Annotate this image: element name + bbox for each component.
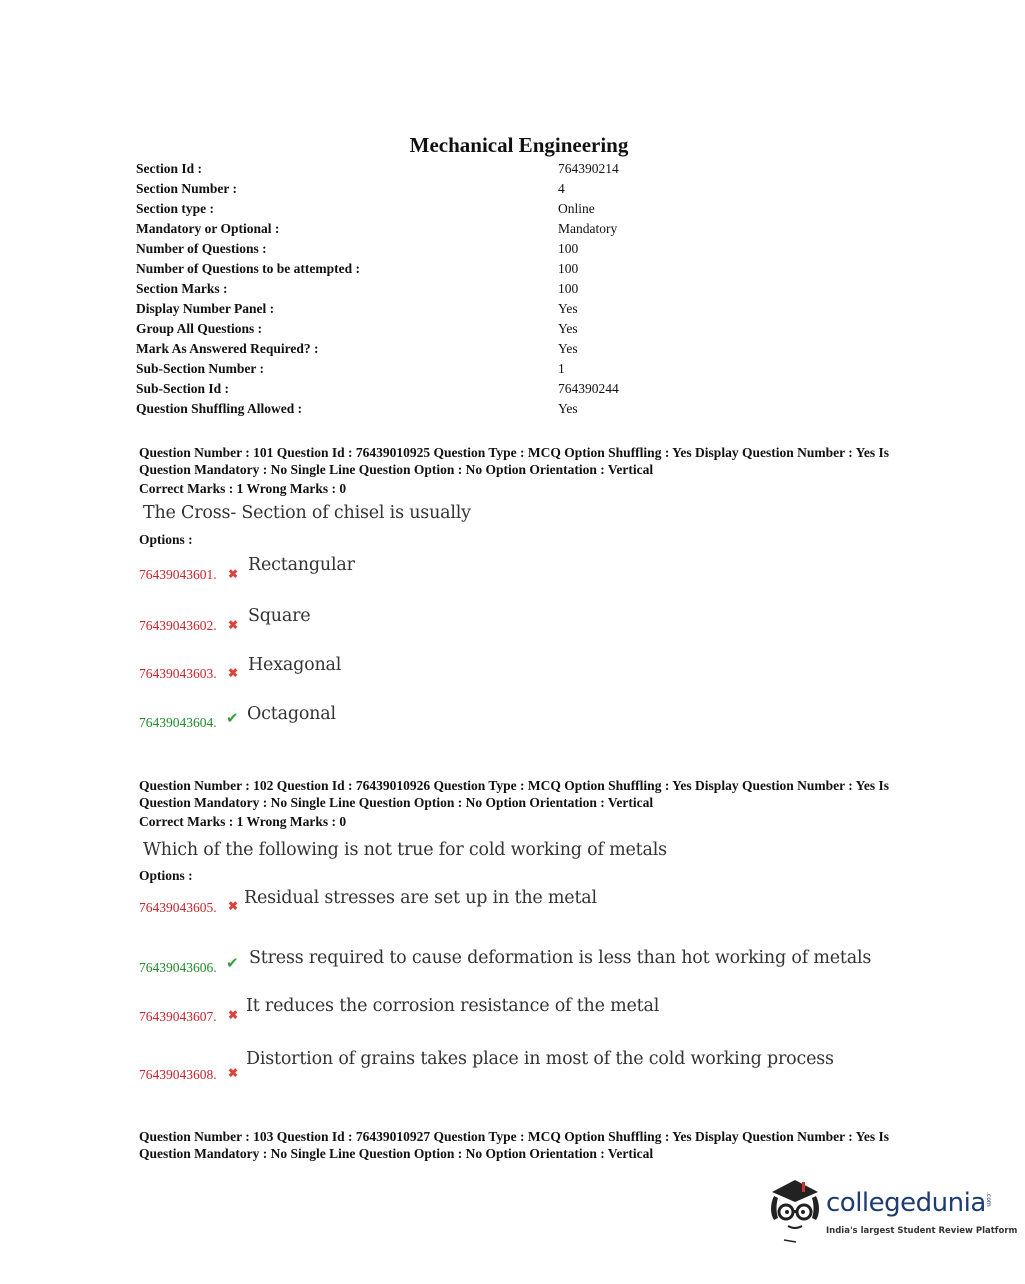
question-103-header: Question Number : 103 Question Id : 76439010927 Question Type : MCQ Option Shuffling : Yes Display Question Number : Yes Is Question Mandatory : No Single Line Question Option : No Option Orientation : Vertical	[139, 1129, 889, 1161]
option-text: Hexagonal	[248, 655, 342, 675]
option-id: 76439043607.	[139, 1009, 217, 1024]
page-title: Mechanical Engineering	[409, 133, 629, 157]
check-mark-icon: ✔	[226, 711, 239, 727]
option-id: 76439043608.	[139, 1067, 217, 1082]
info-label: Group All Questions :	[136, 321, 263, 336]
info-value: Mandatory	[558, 221, 618, 236]
option-id: 76439043606.	[139, 960, 217, 975]
info-value: 764390244	[558, 381, 619, 396]
info-value: Yes	[558, 401, 578, 416]
info-label: Number of Questions to be attempted :	[136, 261, 360, 276]
option-text: Rectangular	[248, 555, 355, 575]
option-id: 76439043604.	[139, 715, 217, 730]
info-label: Section Marks :	[136, 281, 228, 296]
option-id: 76439043601.	[139, 567, 217, 582]
info-label: Number of Questions :	[136, 241, 267, 256]
option-text: Distortion of grains takes place in most of the cold working process	[246, 1049, 834, 1069]
info-value: Yes	[558, 321, 578, 336]
option-text: Octagonal	[247, 704, 336, 724]
info-value: 4	[558, 181, 565, 196]
logo-suffix: .com	[985, 1192, 992, 1207]
info-label: Section Number :	[136, 181, 237, 196]
info-label: Sub-Section Number :	[136, 361, 265, 376]
cross-mark-icon: ✖	[228, 899, 239, 913]
option-id: 76439043603.	[139, 666, 217, 681]
info-label: Section Id :	[136, 161, 203, 176]
question-101-text: The Cross- Section of chisel is usually	[143, 503, 471, 523]
cross-mark-icon: ✖	[228, 666, 239, 680]
cross-mark-icon: ✖	[228, 567, 239, 581]
question-102-marks: Correct Marks : 1 Wrong Marks : 0	[139, 814, 347, 829]
question-102-header: Question Number : 102 Question Id : 76439010926 Question Type : MCQ Option Shuffling : Yes Display Question Number : Yes Is Question Mandatory : No Single Line Question Option : No Option Orientation : Vertical	[139, 778, 889, 810]
cross-mark-icon: ✖	[228, 1066, 239, 1080]
option-text: Square	[248, 606, 311, 626]
info-label: Mandatory or Optional :	[136, 221, 280, 236]
option-id: 76439043605.	[139, 900, 217, 915]
info-value: 764390214	[558, 161, 619, 176]
info-value: 100	[558, 281, 579, 296]
info-value: 100	[558, 261, 579, 276]
option-text: It reduces the corrosion resistance of the metal	[246, 996, 660, 1016]
question-101-marks: Correct Marks : 1 Wrong Marks : 0	[139, 481, 347, 496]
info-value: Yes	[558, 301, 578, 316]
info-label: Sub-Section Id :	[136, 381, 230, 396]
option-text: Residual stresses are set up in the metal	[244, 888, 597, 908]
info-label: Display Number Panel :	[136, 301, 275, 316]
info-label: Question Shuffling Allowed :	[136, 401, 303, 416]
check-mark-icon: ✔	[226, 956, 239, 972]
cross-mark-icon: ✖	[228, 618, 239, 632]
info-value: 100	[558, 241, 579, 256]
info-label: Section type :	[136, 201, 214, 216]
cross-mark-icon: ✖	[228, 1008, 239, 1022]
logo-wordmark: collegedunia	[826, 1188, 986, 1218]
question-102-text: Which of the following is not true for cold working of metals	[143, 840, 667, 860]
logo-tagline: India's largest Student Review Platform	[826, 1226, 1018, 1236]
info-value: Yes	[558, 341, 578, 356]
option-id: 76439043602.	[139, 618, 217, 633]
info-value: Online	[558, 201, 595, 216]
options-label: Options :	[139, 532, 193, 547]
option-text: Stress required to cause deformation is less than hot working of metals	[249, 948, 872, 968]
options-label: Options :	[139, 868, 193, 883]
info-value: 1	[558, 361, 565, 376]
collegedunia-logo	[766, 1178, 1018, 1248]
info-label: Mark As Answered Required? :	[136, 341, 319, 356]
mascot-icon	[766, 1178, 824, 1244]
question-101-header: Question Number : 101 Question Id : 76439010925 Question Type : MCQ Option Shuffling : Yes Display Question Number : Yes Is Question Mandatory : No Single Line Question Option : No Option Orientation : Vertical	[139, 445, 889, 477]
